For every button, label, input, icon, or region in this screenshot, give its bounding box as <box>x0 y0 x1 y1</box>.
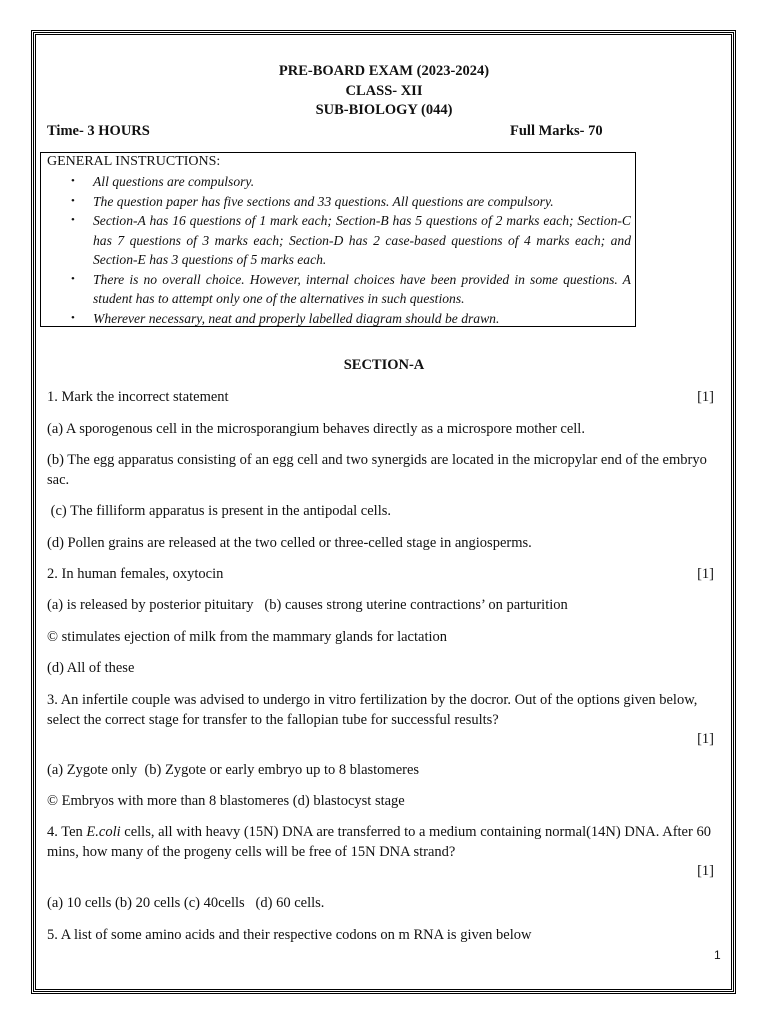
bullet-icon: • <box>71 175 75 187</box>
page-number: 1 <box>714 948 721 962</box>
time-label: Time- 3 HOURS <box>47 123 150 139</box>
exam-title: PRE-BOARD EXAM (2023-2024) <box>278 63 490 79</box>
instructions-list <box>41 172 631 328</box>
instruction-item: • Wherever necessary, neat and properly labelled diagram should be drawn. <box>41 309 631 329</box>
question-3-marks: [1] <box>697 731 714 747</box>
bullet-icon: • <box>71 214 75 226</box>
instruction-item: • Section-A has 16 questions of 1 mark each; Section-B has 5 questions of 2 marks each; Section-C has 7 questions of 3 marks each; Section-D has 2 case-based questions of 4 marks each; and Section-E has 3 questions of 5 marks each. <box>71 213 631 267</box>
question-4-marks: [1] <box>697 863 714 879</box>
class-title: CLASS- XII <box>345 82 423 99</box>
general-instructions-box <box>40 152 636 327</box>
instructions-title: GENERAL INSTRUCTIONS: <box>47 154 221 169</box>
question-1-option-b: (b) The egg apparatus consisting of an egg cell and two synergids are located in the micropylar end of the embryo sac. <box>47 452 707 488</box>
subject-title: SUB-BIOLOGY (044) <box>315 102 453 118</box>
question-1-option-c: (c) The filliform apparatus is present in the antipodal cells. <box>47 503 391 519</box>
bullet-icon: • <box>71 272 75 285</box>
ecoli-term: E.coli <box>86 824 121 840</box>
question-1-option-a: (a) A sporogenous cell in the microsporangium behaves directly as a microspore mother cell. <box>47 421 585 437</box>
question-2 <box>47 565 714 585</box>
section-a-title: SECTION-A <box>343 357 425 373</box>
question-3-text: 3. An infertile couple was advised to undergo in vitro fertilization by the docror. Out of the options given below, select the correct stage for transfer to the fallopian tube for successful results? <box>47 692 698 728</box>
full-marks-label: Full Marks- 70 <box>510 123 603 139</box>
question-2-option-d: (d) All of these <box>47 660 135 676</box>
question-4-text: 4. Ten E.coli cells, all with heavy (15N) DNA are transferred to a medium containing normal(14N) DNA. After 60 mins, how many of the progeny cells will be free of 15N DNA strand? <box>47 824 711 860</box>
time-marks-line <box>47 122 617 140</box>
question-3-options-cd: © Embryos with more than 8 blastomeres (d) blastocyst stage <box>47 793 405 809</box>
instruction-item: • All questions are compulsory. <box>41 172 631 192</box>
question-5-text: 5. A list of some amino acids and their respective codons on m RNA is given below <box>47 927 532 943</box>
question-2-marks: [1] <box>697 566 714 582</box>
question-1 <box>47 388 714 408</box>
question-3-options-ab: (a) Zygote only (b) Zygote or early embryo up to 8 blastomeres <box>47 762 420 778</box>
exam-header <box>0 62 768 121</box>
question-2-options-ab: (a) is released by posterior pituitary (b) causes strong uterine contractions’ on parturition <box>47 597 568 613</box>
instruction-item: • There is no overall choice. However, internal choices have been provided in some questions. A student has to attempt only one of the alternatives in such questions. <box>71 271 631 306</box>
bullet-icon: • <box>71 311 75 324</box>
question-4-options: (a) 10 cells (b) 20 cells (c) 40cells (d) 60 cells. <box>47 895 325 911</box>
question-1-text: 1. Mark the incorrect statement <box>47 389 229 405</box>
instruction-item: • The question paper has five sections and 33 questions. All questions are compulsory. <box>41 192 631 212</box>
question-2-option-c: © stimulates ejection of milk from the mammary glands for lactation <box>47 629 447 645</box>
question-1-marks: [1] <box>697 389 714 405</box>
question-4 <box>47 823 714 882</box>
question-1-option-d: (d) Pollen grains are released at the two celled or three-celled stage in angiosperms. <box>47 535 532 551</box>
question-2-text: 2. In human females, oxytocin <box>47 566 224 582</box>
question-3 <box>47 691 714 750</box>
bullet-icon: • <box>71 194 75 207</box>
